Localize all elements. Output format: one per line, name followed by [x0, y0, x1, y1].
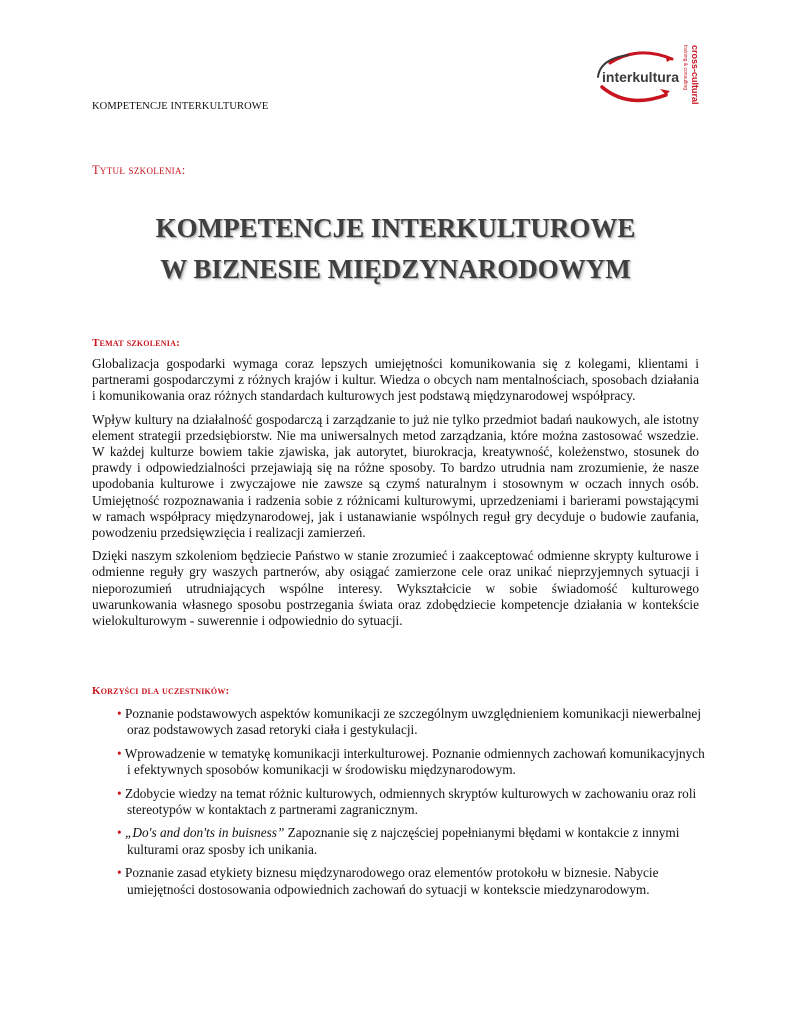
benefit-text: Poznanie zasad etykiety biznesu międzynarodowego oraz elementów protokołu w biznesie. Nabycie umiejętności dostosowania odpowiednich zachowań do sytuacji w kontekscie miedzynarodowym.: [124, 865, 659, 897]
benefit-item: [117, 825, 707, 858]
benefit-item: [117, 746, 707, 779]
document-title: [0, 208, 791, 290]
logo-swoosh-red: [602, 87, 666, 100]
topic-heading: Temat szkolenia:: [92, 337, 180, 349]
bullet-icon: •: [117, 865, 122, 881]
topic-paragraph: Dzięki naszym szkoleniom będziecie Państwo w stanie zrozumieć i zaakceptować odmienne skrypty kulturowe i odmienne reguły gry waszych partnerów, aby osiągać zamierzone cele oraz unikać nieprzyjemnych sytuacji i nieporozumień utrudniających wspólne interesy. Wykształcicie w sobie świadomość kulturowego uwarunkowania własnego sposobu postrzegania świata oraz zdobędziecie kompetencje działania w kontekście wielokulturowym - suwerennie i odpowiednio do sytuacji.: [92, 548, 699, 629]
benefit-text: Zdobycie wiedzy na temat różnic kulturowych, odmiennych skryptów kulturowych w zachowaniu oraz roli stereotypów w kontaktach z partnerami zagranicznym.: [124, 785, 697, 818]
logo-tagline-text: cross-cultural: [690, 45, 700, 105]
benefit-text: Zapoznanie się z najczęściej popełnianymi błędami w kontakcie z innymi kulturami oraz sposby ich unikania.: [127, 825, 680, 857]
header-label: KOMPETENCJE INTERKULTUROWE: [92, 101, 269, 112]
training-title-label: Tytuł szkolenia:: [92, 163, 186, 177]
benefit-item: [117, 706, 707, 739]
bullet-icon: •: [117, 745, 122, 761]
benefit-item: [117, 786, 707, 819]
logo-subtagline-text: training & consulting: [682, 45, 688, 91]
interkultura-logo: [588, 37, 706, 117]
benefits-list: [117, 706, 707, 905]
benefit-item: [117, 865, 707, 898]
document-title-line-2: W BIZNESIE MIĘDZYNARODOWYM: [160, 254, 631, 284]
topic-paragraph: Wpływ kultury na działalność gospodarczą i zarządzanie to już nie tylko przedmiot badań naukowych, ale istotny element strategii przedsiębiorstw. Nie ma uniwersalnych metod zarządzania, które można zastosować wszedzie. W każdej kulturze bowiem takie zjawiska, jak autorytet, biurokracja, kreatywność, koleżenstwo, stosunek do prawdy i odpowiedzialności przejawiają się na różne sposoby. To bardzo utrudnia nam zrozumienie, że nasze upodobania kulturowe i zwyczajowe nie zawsze są czymś naturalnym i stosownym w oczach innych osób. Umiejętność rozpoznawania i radzenia sobie z różnicami kulturowymi, uprzedzeniami i barierami powstającymi w ramach współpracy międzynarodowej, jak i ustanawianie wspólnych reguł gry decyduje o budowie zaufania, powodzeniu przedsięwzięcia i realizacji zamierzeń.: [92, 411, 699, 541]
bullet-icon: •: [117, 785, 122, 801]
topic-body: [92, 356, 699, 636]
benefit-text: Wprowadzenie w tematykę komunikacji interkulturowej. Poznanie odmiennych zachowań komunikacyjnych i efektywnych sposobów komunikacji w środowisku międzynarodowym.: [124, 745, 705, 778]
topic-paragraph: Globalizacja gospodarki wymaga coraz lepszych umiejętności komunikowania się z kolegami, klientami i partnerami gospodarczymi z różnych krajów i kultur. Wiedza o obcych nam mentalnościach, sposobach działania i komunikowania oraz różnych standardach kulturowych jest podstawą międzynarodowej współpracy.: [92, 356, 699, 404]
benefits-heading: Korzyści dla uczestników:: [92, 685, 230, 697]
benefit-lead-phrase: „Do's and don'ts in buisness”: [124, 825, 285, 841]
document-title-line-1: KOMPETENCJE INTERKULTUROWE: [155, 213, 636, 243]
logo-swoosh-red-upper: [610, 53, 672, 63]
benefit-text: Poznanie podstawowych aspektów komunikacji ze szczególnym uwzględnieniem komunikacji niewerbalnej oraz podstawowych zasad retoryki ciała i gestykulacji.: [124, 706, 702, 738]
bullet-icon: •: [117, 706, 122, 721]
bullet-icon: •: [117, 825, 122, 841]
logo-brand-text: interkultura: [602, 69, 680, 85]
